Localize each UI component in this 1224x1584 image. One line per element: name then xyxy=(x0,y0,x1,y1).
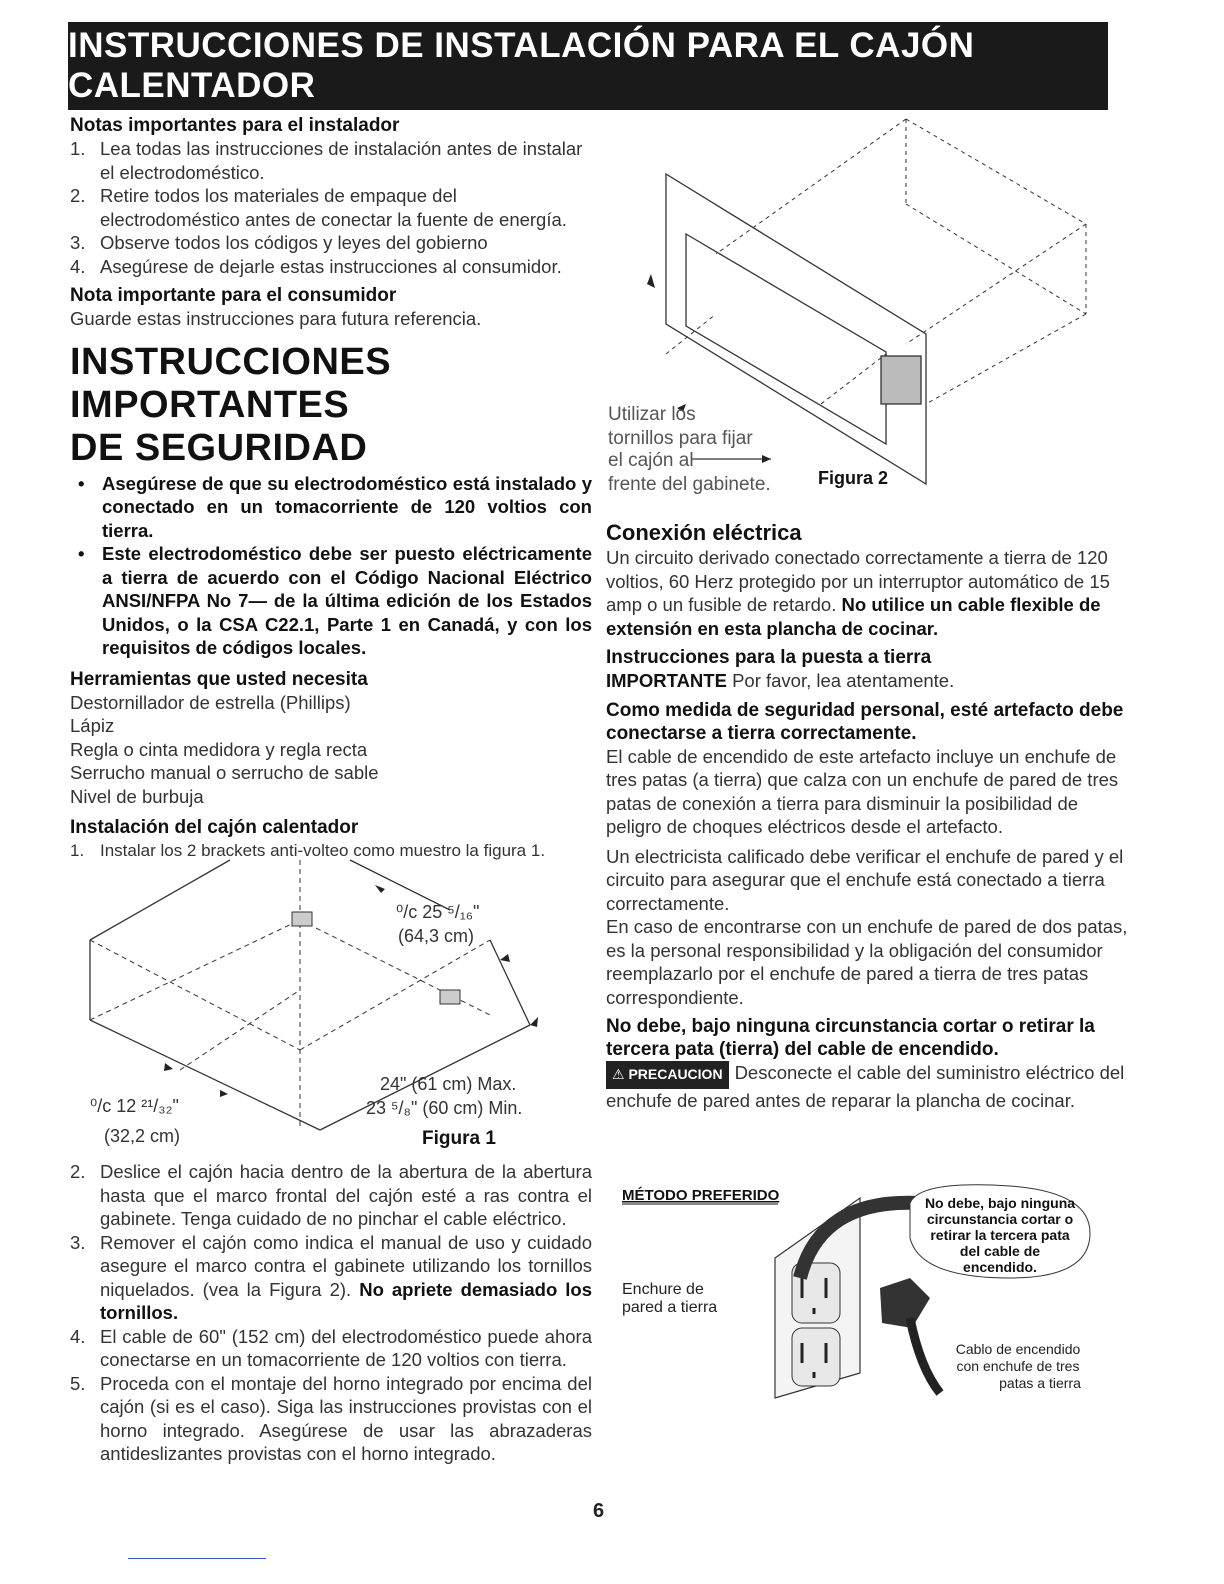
figure-2-cabinet-diagram xyxy=(606,114,1106,504)
dim-depth-b: (64,3 cm) xyxy=(398,926,475,946)
ground-para-2: Un electricista calificado debe verificar el enchufe de pared y el circuito para asegurar que el enchufe está conectado a tierra correctamente. xyxy=(606,845,1124,914)
outlet-label-line: Enchure de xyxy=(622,1281,704,1298)
list-item: 4. Asegúrese de dejarle estas instrucciones al consumidor. xyxy=(70,255,562,277)
fig2-hidden-edge xyxy=(906,224,1086,344)
fig2-hidden-edge xyxy=(716,119,906,254)
list-item: 5. Proceda con el montaje del horno integrado por encima del cajón (si es el caso). Siga las instrucciones provistas con el horno integrado. Asegúrese de usar las abrazaderas antideslizantes provistas con el horno integrado. xyxy=(70,1372,592,1464)
arrow-icon xyxy=(762,455,771,463)
dim-width-min: 23 ⁵/₈" (60 cm) Min. xyxy=(366,1098,523,1118)
fig1-hidden-edge xyxy=(90,940,300,1050)
list-item: 2. Deslice el cajón hacia dentro de la abertura de la abertura hasta que el marco frontal del cajón esté a ras contra el gabinete. Tenga cuidado de no pinchar el cable eléctrico. xyxy=(70,1161,592,1229)
arrow-icon xyxy=(220,1090,228,1097)
fig2-label-line: tornillos para fijar xyxy=(608,428,753,449)
safety-bullets xyxy=(70,472,592,660)
list-item: • Este electrodoméstico debe ser puesto eléctricamente a tierra de acuerdo con el Código Nacional Eléctrico ANSI/NFPA No 7— de la última edición de los Estados Unidos, o la CSA C22.1, Parte 1 en Canadá, y con los requisitos de códigos locales. xyxy=(70,542,592,660)
fig2-label-line: Utilizar los xyxy=(608,404,696,425)
figure-1-caption: Figura 1 xyxy=(422,1128,496,1149)
arrow-icon xyxy=(164,1063,173,1071)
list-item: 1. Instalar los 2 brackets anti-volteo como muestro la figura 1. xyxy=(70,841,546,860)
bubble-line: circunstancia cortar o xyxy=(926,1211,1074,1227)
fig2-hidden-edge xyxy=(821,354,886,404)
fig1-edge xyxy=(490,940,530,1025)
fig2-label-line: frente del gabinete. xyxy=(608,474,771,495)
electrical-bold: No utilice un cable flexible de extensión en esta plancha de cocinar. xyxy=(606,594,1101,639)
tool-item: Serrucho manual o serrucho de sable xyxy=(70,762,379,783)
list-item: 3. Observe todos los códigos y leyes del gobierno xyxy=(70,232,488,253)
important-text: Por favor, lea atentamente. xyxy=(732,670,955,691)
electrical-heading: Conexión eléctrica xyxy=(606,520,802,545)
list-item: 3. Remover el cajón como indica el manual de uso y cuidado asegure el marco contra el gabinete utilizando los tornillos niquelados. (vea la Figura 2). No apriete demasiado los tornillos. xyxy=(70,1231,592,1323)
consumer-note-text: Guarde estas instrucciones para futura referencia. xyxy=(70,308,482,329)
caution-badge: ⚠ PRECAUCION xyxy=(606,1061,729,1089)
method-label: MÉTODO PREFERIDO xyxy=(622,1187,780,1204)
bubble-line: retirar la tercera pata xyxy=(930,1227,1070,1243)
arrow-icon xyxy=(500,954,510,962)
fig2-hidden-edge xyxy=(906,119,1086,224)
list-item: 4. El cable de 60" (152 cm) del electrodoméstico puede ahora conectarse en un tomacorriente de 120 voltios con tierra. xyxy=(70,1325,592,1370)
electrical-text: Un circuito derivado conectado correctamente a tierra de 120 voltios, 60 Herz protegido por un interruptor automático de 15 amp o un fusible de retardo. xyxy=(606,547,1110,615)
safety-ground-heading: Como medida de seguridad personal, esté artefacto debe conectarse a tierra correctamente. xyxy=(606,699,1124,744)
figure-2-caption: Figura 2 xyxy=(818,468,889,488)
cord-label-line: con enchufe de tres xyxy=(956,1358,1080,1374)
dim-side-b: (32,2 cm) xyxy=(104,1126,181,1146)
plug-icon xyxy=(880,1278,930,1328)
install-steps xyxy=(70,1160,592,1466)
dim-side-a: ⁰/c 12 ²¹/₃₂" xyxy=(90,1096,179,1116)
fig1-hidden-edge xyxy=(300,940,490,1050)
installer-notes-list xyxy=(70,137,592,278)
install-heading: Instalación del cajón calentador xyxy=(70,817,359,838)
fig2-hidden-edge xyxy=(926,314,1086,404)
tool-item: Destornillador de estrella (Phillips) xyxy=(70,691,351,713)
bracket-icon xyxy=(292,912,312,926)
bubble-line: encendido. xyxy=(963,1259,1037,1275)
arrow-icon xyxy=(375,885,385,893)
left-column xyxy=(70,114,592,863)
tool-item: Lápiz xyxy=(70,715,115,736)
dim-depth-a: ⁰/c 25 ⁵/₁₆" xyxy=(396,902,480,922)
tools-heading: Herramientas que usted necesita xyxy=(70,668,368,690)
power-cord xyxy=(910,1318,940,1393)
bracket-icon xyxy=(440,990,460,1004)
banner-title: INSTRUCCIONES DE INSTALACIÓN PARA EL CAJÓN CALENTADOR xyxy=(68,26,975,105)
bubble-line: del cable de xyxy=(959,1243,1041,1259)
bubble-line: No debe, bajo ninguna xyxy=(924,1195,1076,1211)
ground-para-3: En caso de encontrarse con un enchufe de pared de dos patas, es la personal responsibilidad y la obligación del consumidor reemplazarlo por el enchufe de pared a tierra de tres patas correspondiente. xyxy=(606,916,1128,1008)
cord-label-line: patas a tierra xyxy=(999,1375,1081,1391)
cord-label-line: Cablo de encendido xyxy=(955,1341,1081,1357)
fig1-hidden-edge xyxy=(180,990,300,1070)
installer-notes-heading: Notas importantes para el instalador xyxy=(70,115,400,136)
tool-item: Nivel de burbuja xyxy=(70,785,204,807)
fig2-front-opening xyxy=(686,234,886,444)
fig2-label-line: el cajón al xyxy=(608,450,694,471)
list-item: 2. Retire todos los materiales de empaque del electrodoméstico antes de conectar la fuente de energía. xyxy=(70,185,567,230)
arrow-icon xyxy=(530,1017,538,1027)
grounding-heading: Instrucciones para la puesta a tierra xyxy=(606,647,932,668)
ground-para-1: El cable de encendido de este artefacto incluye un enchufe de tres patas (a tierra) que calza con un enchufe de pared de tres patas de conexión a tierra para disminuir la posibilidad de peligro de choques eléctricos desde el artefacto. xyxy=(606,745,1119,837)
outlet-figure xyxy=(620,1178,1120,1408)
page-number: 6 xyxy=(593,1500,605,1522)
electrical-section xyxy=(606,520,1130,1112)
page-banner xyxy=(68,22,1108,110)
fig2-hidden-edge xyxy=(666,314,716,354)
fig2-hidden-edge xyxy=(906,204,1086,314)
warning-heading: No debe, bajo ninguna circunstancia cortar o retirar la tercera pata (tierra) del cable de encendido. xyxy=(606,1016,1095,1060)
consumer-note-heading: Nota importante para el consumidor xyxy=(70,285,397,306)
footer-rule xyxy=(128,1558,266,1559)
dim-width-max: 24" (61 cm) Max. xyxy=(380,1074,517,1094)
list-item: • Asegúrese de que su electrodoméstico está instalado y conectado en un tomacorriente de 120 voltios con tierra. xyxy=(70,472,592,543)
fig1-hidden-edge xyxy=(90,920,300,1020)
tool-item: Regla o cinta medidora y regla recta xyxy=(70,738,368,760)
outlet-label-line: pared a tierra xyxy=(622,1299,718,1316)
caution-text: Desconecte el cable del suministro eléctrico del enchufe de pared antes de reparar la plancha de cocinar. xyxy=(606,1062,1125,1111)
important-label: IMPORTANTE xyxy=(606,670,727,691)
outlet-socket-icon xyxy=(792,1328,840,1386)
fig1-edge xyxy=(90,860,230,940)
arrow-icon xyxy=(647,274,655,288)
figure-1-drawer-diagram xyxy=(70,850,590,1160)
fig2-control-panel xyxy=(881,356,921,404)
safety-title: INSTRUCCIONES IMPORTANTES DE SEGURIDAD xyxy=(70,340,392,469)
list-item: 1. Lea todas las instrucciones de instalación antes de instalar el electrodoméstico. xyxy=(70,138,583,183)
